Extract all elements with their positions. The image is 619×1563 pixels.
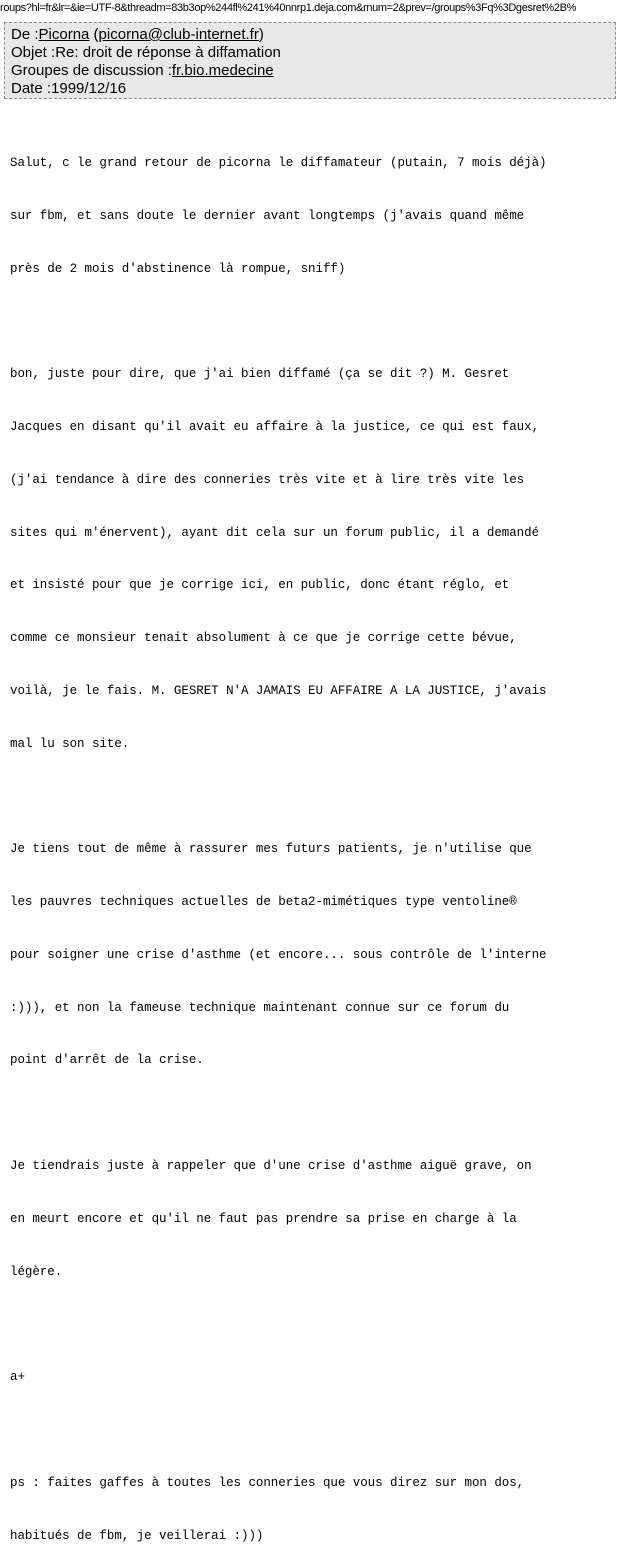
from-label: De : [11, 26, 39, 43]
date-label: Date : [11, 80, 52, 97]
body-line: légère. [10, 1264, 63, 1279]
body-line: près de 2 mois d'abstinence là rompue, sniff) [10, 261, 346, 276]
message-body [10, 120, 614, 1563]
body-line: Jacques en disant qu'il avait eu affaire à la justice, ce qui est faux, [10, 420, 540, 435]
from-email-link[interactable]: picorna@club-internet.fr [98, 26, 259, 43]
paragraph-gap [10, 314, 614, 332]
body-line: (j'ai tendance à dire des conneries très vite et à lire très vite les [10, 472, 525, 487]
body-line: Salut, c le grand retour de picorna le diffamateur (putain, 7 mois déjà) [10, 156, 547, 171]
body-line: Je tiens tout de même à rassurer mes futurs patients, je n'utilise que [10, 842, 532, 857]
message-header [4, 22, 616, 99]
body-line: :))), et non la fameuse technique maintenant connue sur ce forum du [10, 1000, 510, 1015]
from-name-link[interactable]: Picorna [38, 26, 90, 43]
body-line: pour soigner une crise d'asthme (et encore... sous contrôle de l'interne [10, 947, 547, 962]
paragraph-gap [10, 1105, 614, 1123]
paragraph-gap [10, 1316, 614, 1334]
date-row [11, 80, 615, 98]
subject-row [11, 44, 615, 62]
address-bar-url[interactable]: roups?hl=fr&lr=&ie=UTF-8&threadm=83b3op%244fl%241%40nnrp1.deja.com&rnum=2&prev=/groups%3Fq%3Dgesret%2B% [0, 2, 577, 14]
body-line: Je tiendrais juste à rappeler que d'une crise d'asthme aiguë grave, on [10, 1159, 532, 1174]
body-line: point d'arrêt de la crise. [10, 1053, 204, 1068]
body-line: ps : faites gaffes à toutes les conneries que vous direz sur mon dos, [10, 1475, 525, 1490]
body-line: habitués de fbm, je veillerai :))) [10, 1528, 264, 1543]
body-line: mal lu son site. [10, 736, 130, 751]
body-line: sites qui m'énervent), ayant dit cela sur un forum public, il a demandé [10, 525, 540, 540]
paragraph-gap [10, 789, 614, 807]
from-row: De :Picorna (picorna@club-internet.fr) [11, 26, 264, 43]
body-line: bon, juste pour dire, que j'ai bien diffamé (ça se dit ?) M. Gesret [10, 367, 510, 382]
body-line: en meurt encore et qu'il ne faut pas prendre sa prise en charge à la [10, 1211, 517, 1226]
newsgroup-link[interactable]: fr.bio.medecine [171, 62, 274, 79]
paragraph-gap [10, 1422, 614, 1440]
body-line: comme ce monsieur tenait absolument à ce que je corrige cette bévue, [10, 631, 517, 646]
body-line: les pauvres techniques actuelles de beta2-mimétiques type ventoline® [10, 895, 517, 910]
body-line: et insisté pour que je corrige ici, en public, donc étant réglo, et [10, 578, 510, 593]
subject-label: Objet : [11, 44, 56, 61]
groups-row [11, 62, 615, 80]
date-value: 1999/12/16 [51, 80, 127, 97]
body-line: a+ [10, 1370, 25, 1385]
groups-label: Groupes de discussion : [11, 62, 172, 79]
subject-value: Re: droit de réponse à diffamation [55, 44, 281, 61]
body-line: sur fbm, et sans doute le dernier avant longtemps (j'avais quand même [10, 208, 525, 223]
body-line: voilà, je le fais. M. GESRET N'A JAMAIS EU AFFAIRE A LA JUSTICE, j'avais [10, 684, 547, 698]
